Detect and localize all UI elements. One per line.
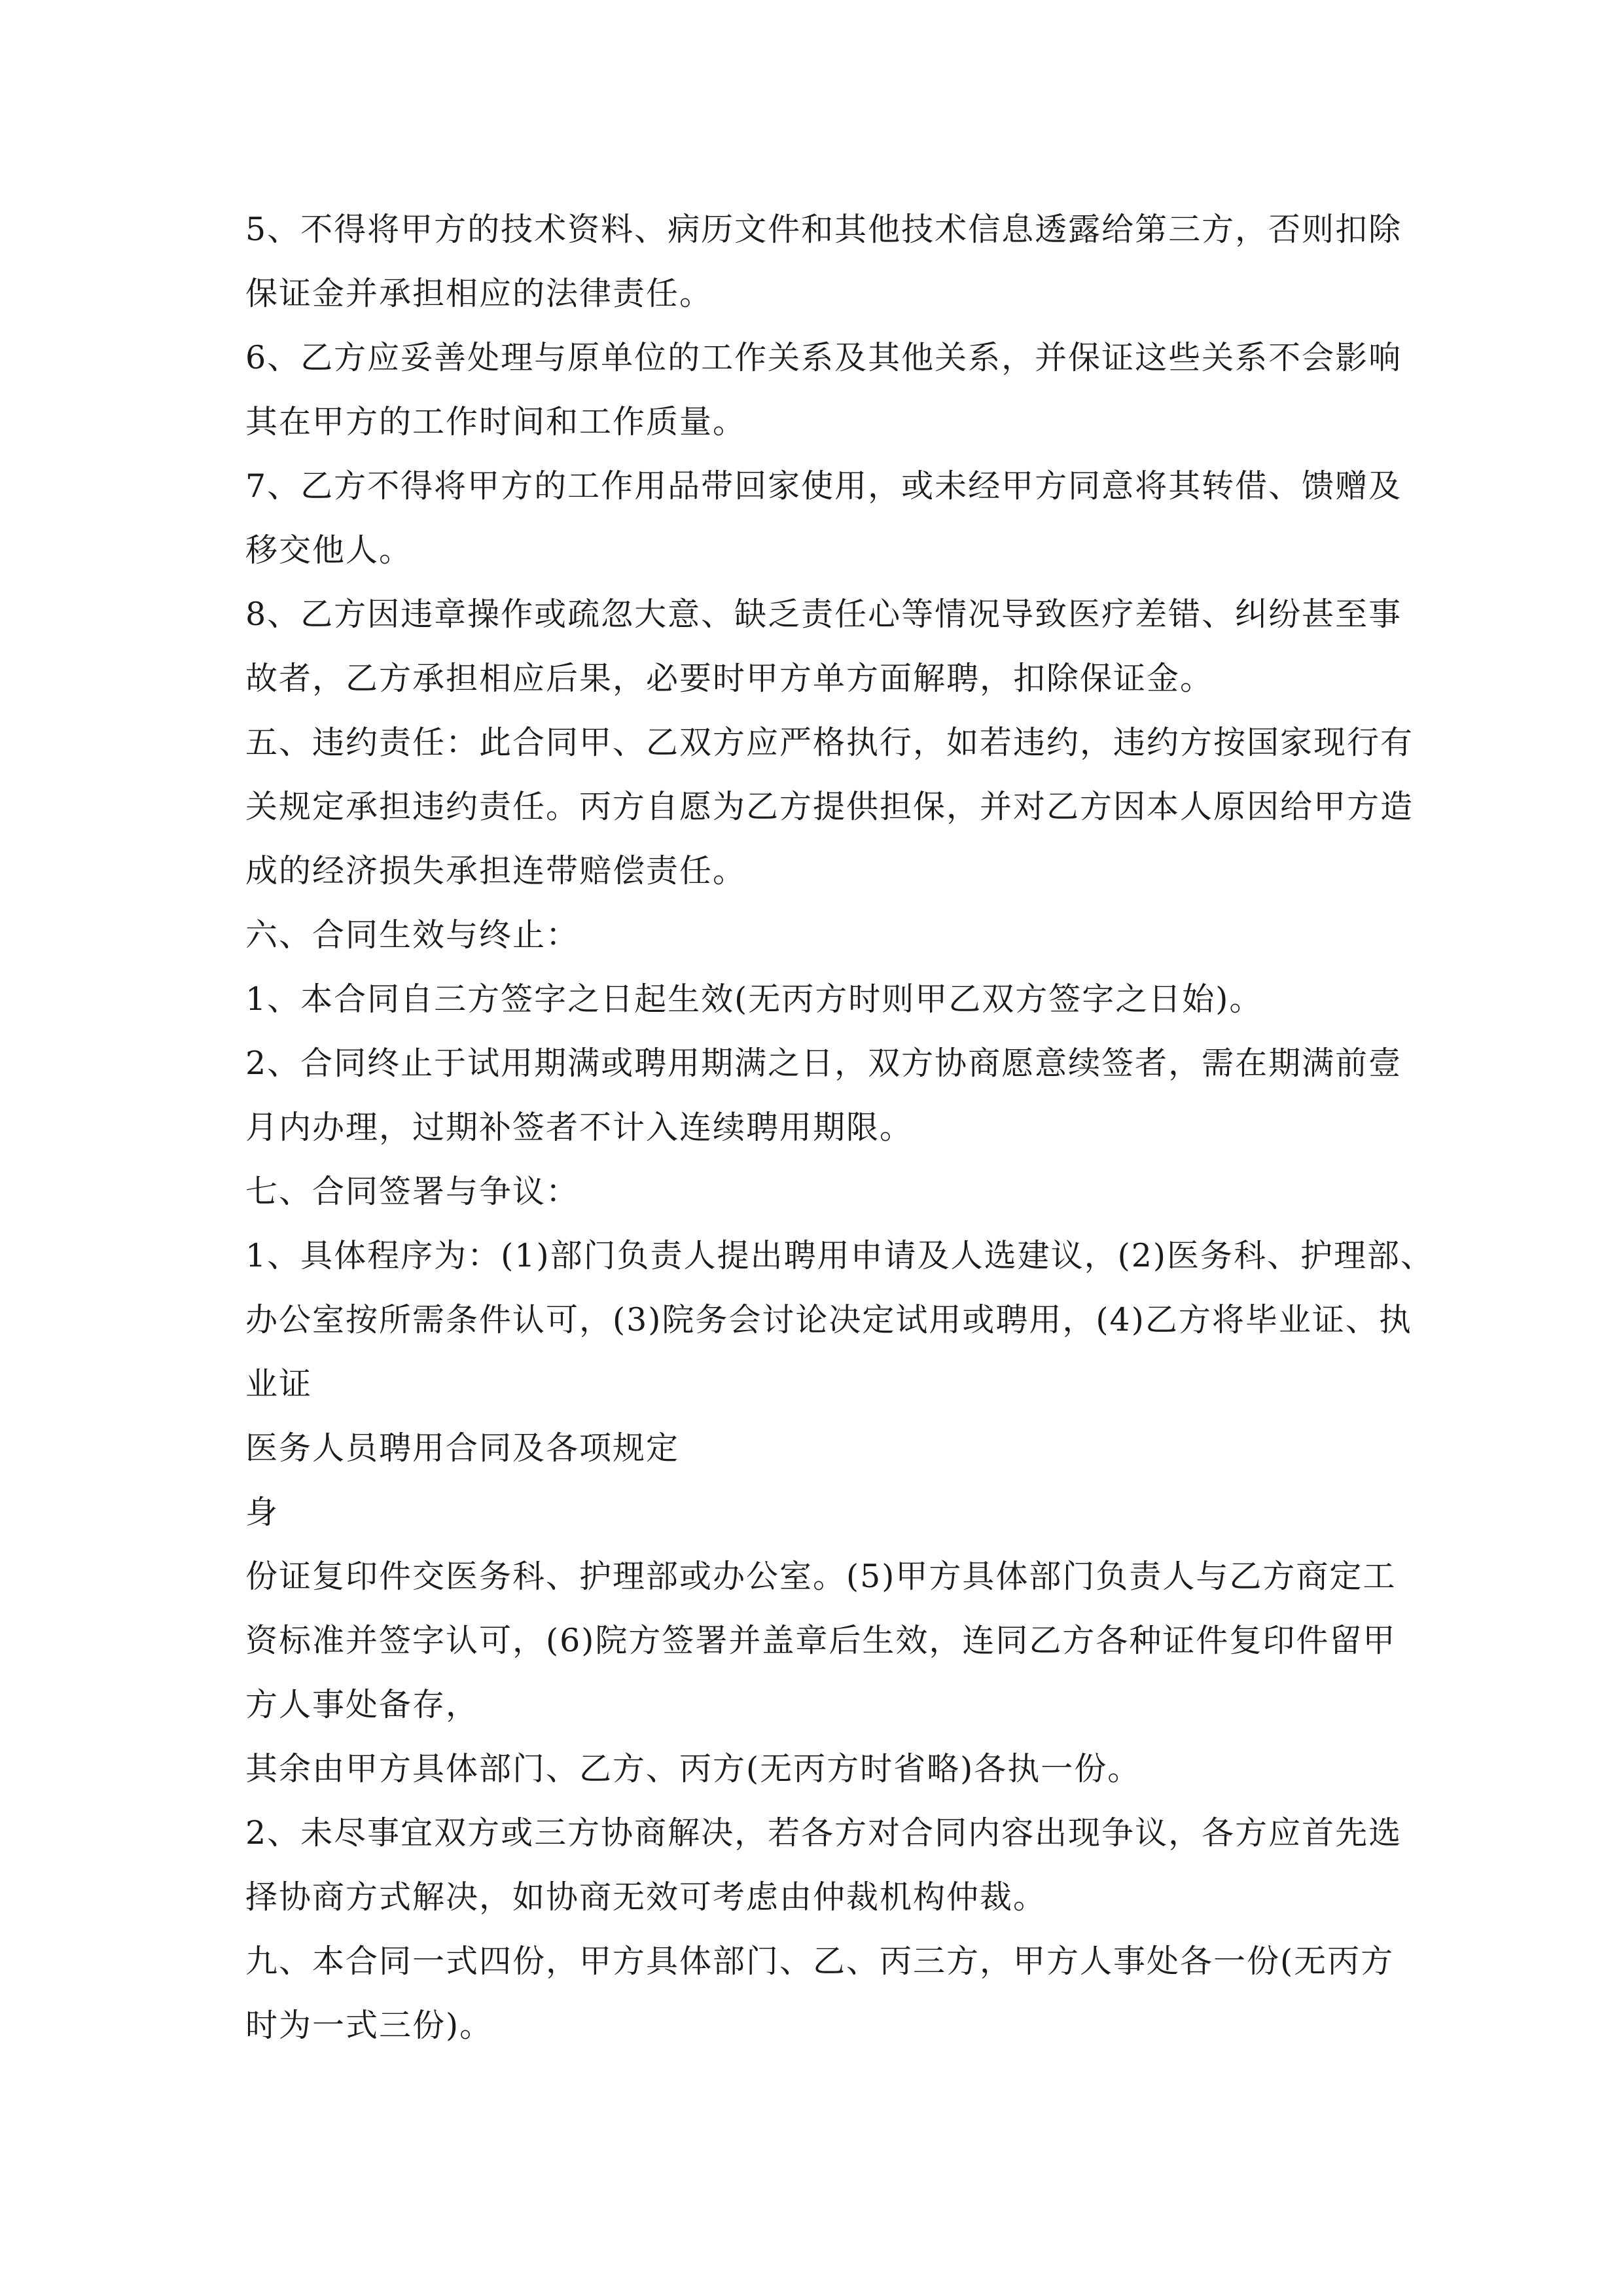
document-body: [245, 198, 1434, 2058]
text-line: 2、合同终止于试用期满或聘用期满之日，双方协商愿意续签者，需在期满前壹: [245, 1045, 1402, 1082]
text-line: 身: [245, 1494, 279, 1531]
text-line: 其余由甲方具体部门、乙方、丙方(无丙方时省略)各执一份。: [245, 1750, 1141, 1787]
document-title-line: 医务人员聘用合同及各项规定: [245, 1429, 680, 1467]
section-heading: 六、合同生效与终止：: [245, 916, 580, 954]
section-heading: 七、合同签署与争议：: [245, 1173, 580, 1210]
text-line: 办公室按所需条件认可，(3)院务会讨论决定试用或聘用，(4)乙方将毕业证、执: [245, 1301, 1412, 1338]
text-line: 成的经济损失承担连带赔偿责任。: [245, 852, 747, 889]
text-line: 时为一式三份)。: [245, 2007, 493, 2044]
text-line: 6、乙方应妥善处理与原单位的工作关系及其他关系，并保证这些关系不会影响: [245, 339, 1402, 376]
text-line: 份证复印件交医务科、护理部或办公室。(5)甲方具体部门负责人与乙方商定工: [245, 1558, 1397, 1595]
text-line: 7、乙方不得将甲方的工作用品带回家使用，或未经甲方同意将其转借、馈赠及: [245, 467, 1402, 505]
text-line: 保证金并承担相应的法律责任。: [245, 275, 713, 312]
text-line: 方人事处备存，: [245, 1686, 480, 1723]
text-line: 1、具体程序为：(1)部门负责人提出聘用申请及人选建议，(2)医务科、护理部、: [245, 1237, 1434, 1274]
text-line: 月内办理，过期补签者不计入连续聘用期限。: [245, 1109, 914, 1146]
text-line: 择协商方式解决，如协商无效可考虑由仲裁机构仲裁。: [245, 1878, 1047, 1916]
text-line: 业证: [245, 1365, 313, 1403]
section-heading: 九、本合同一式四份，甲方具体部门、乙、丙三方，甲方人事处各一份(无丙方: [245, 1943, 1395, 1980]
section-heading: 五、违约责任：此合同甲、乙双方应严格执行，如若违约，违约方按国家现行有: [245, 724, 1414, 761]
text-line: 资标准并签字认可，(6)院方签署并盖章后生效，连同乙方各种证件复印件留甲: [245, 1622, 1397, 1659]
text-line: 其在甲方的工作时间和工作质量。: [245, 403, 747, 440]
text-line: 8、乙方因违章操作或疏忽大意、缺乏责任心等情况导致医疗差错、纠纷甚至事: [245, 596, 1402, 633]
text-line: 5、不得将甲方的技术资料、病历文件和其他技术信息透露给第三方，否则扣除: [245, 211, 1402, 248]
text-line: 2、未尽事宜双方或三方协商解决，若各方对合同内容出现争议，各方应首先选: [245, 1814, 1402, 1852]
text-line: 关规定承担违约责任。丙方自愿为乙方提供担保，并对乙方因本人原因给甲方造: [245, 788, 1414, 825]
text-line: 1、本合同自三方签字之日起生效(无丙方时则甲乙双方签字之日始)。: [245, 980, 1263, 1018]
text-line: 故者，乙方承担相应后果，必要时甲方单方面解聘，扣除保证金。: [245, 660, 1214, 697]
text-line: 移交他人。: [245, 531, 413, 569]
